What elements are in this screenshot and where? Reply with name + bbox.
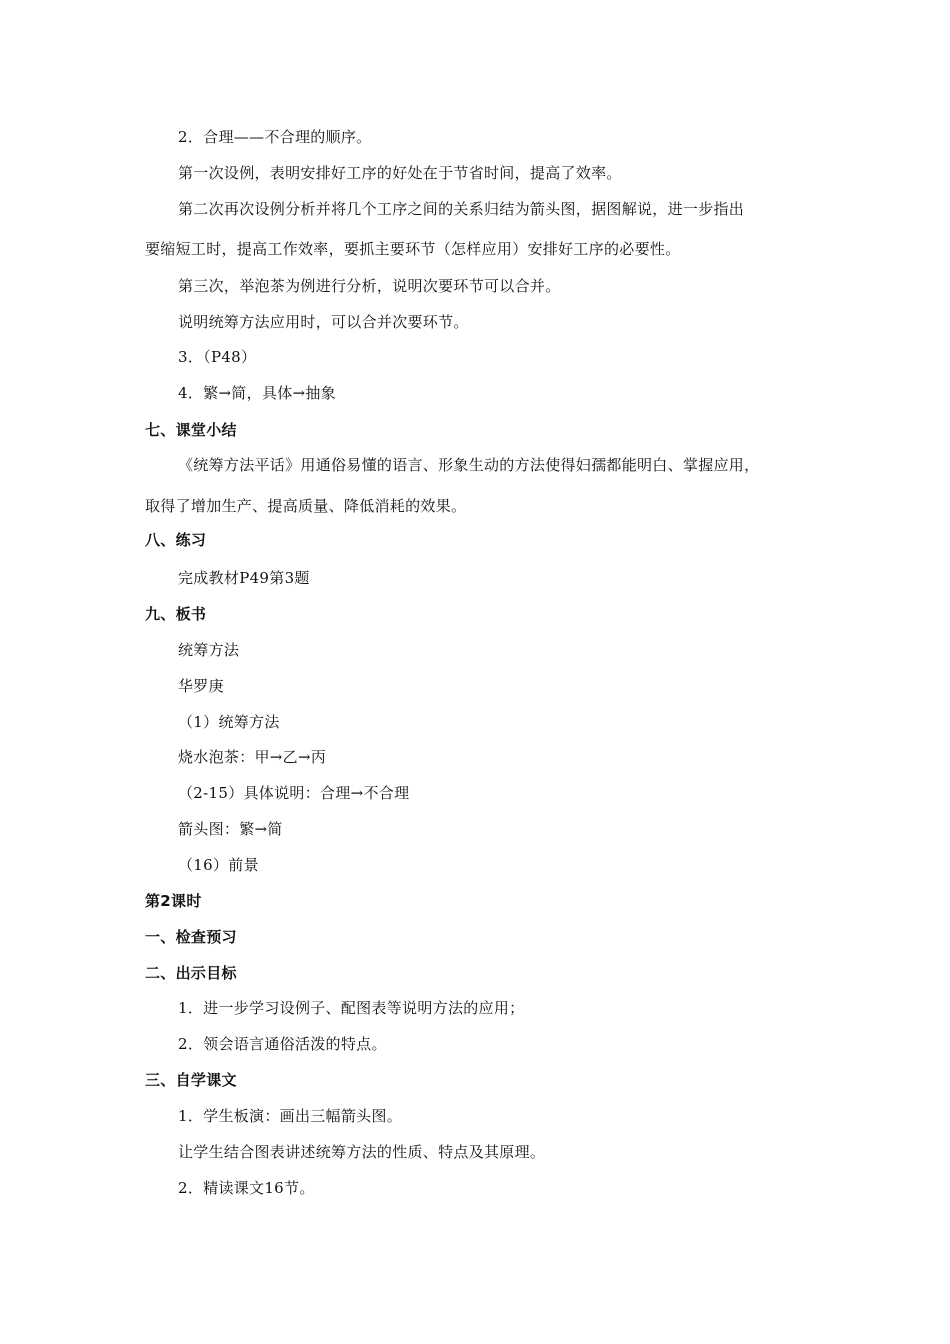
text-line: （1）统筹方法 [178, 713, 280, 731]
text-line: 4．繁→简，具体→抽象 [178, 384, 336, 402]
text-line: 2．领会语言通俗活泼的特点。 [178, 1035, 387, 1053]
section-heading: 七、课堂小结 [145, 421, 237, 439]
text-line: 让学生结合图表讲述统筹方法的性质、特点及其原理。 [178, 1143, 546, 1161]
text-line: 2．精读课文16节。 [178, 1179, 315, 1197]
text-line: （2-15）具体说明：合理→不合理 [178, 784, 410, 802]
text-line: 说明统筹方法应用时，可以合并次要环节。 [178, 313, 469, 331]
text-line: 1．学生板演：画出三幅箭头图。 [178, 1107, 403, 1125]
section-heading: 九、板书 [145, 605, 207, 623]
lesson-heading: 第2课时 [145, 892, 202, 910]
section-heading: 八、练习 [145, 531, 207, 549]
section-heading: 三、自学课文 [145, 1071, 237, 1089]
text-line: 完成教材P49第3题 [178, 569, 310, 587]
text-line: （16）前景 [178, 856, 259, 874]
text-line: 1．进一步学习设例子、配图表等说明方法的应用； [178, 999, 525, 1017]
text-line: 取得了增加生产、提高质量、降低消耗的效果。 [145, 497, 467, 515]
text-line: 要缩短工时，提高工作效率，要抓主要环节（怎样应用）安排好工序的必要性。 [145, 240, 681, 258]
text-line: 第二次再次设例分析并将几个工序之间的关系归结为箭头图，据图解说，进一步指出 [178, 200, 745, 218]
text-line: 3．（P48） [178, 348, 257, 366]
section-heading: 二、出示目标 [145, 964, 237, 982]
text-line: 华罗庚 [178, 677, 224, 695]
text-line: 《统筹方法平话》用通俗易懂的语言、形象生动的方法使得妇孺都能明白、掌握应用， [178, 456, 760, 474]
text-line: 2．合理——不合理的顺序。 [178, 128, 372, 146]
text-line: 箭头图：繁→简 [178, 820, 283, 838]
text-line: 烧水泡茶：甲→乙→丙 [178, 748, 327, 766]
text-line: 统筹方法 [178, 641, 240, 659]
text-line: 第一次设例，表明安排好工序的好处在于节省时间，提高了效率。 [178, 164, 622, 182]
text-line: 第三次，举泡茶为例进行分析，说明次要环节可以合并。 [178, 277, 561, 295]
section-heading: 一、检查预习 [145, 928, 237, 946]
